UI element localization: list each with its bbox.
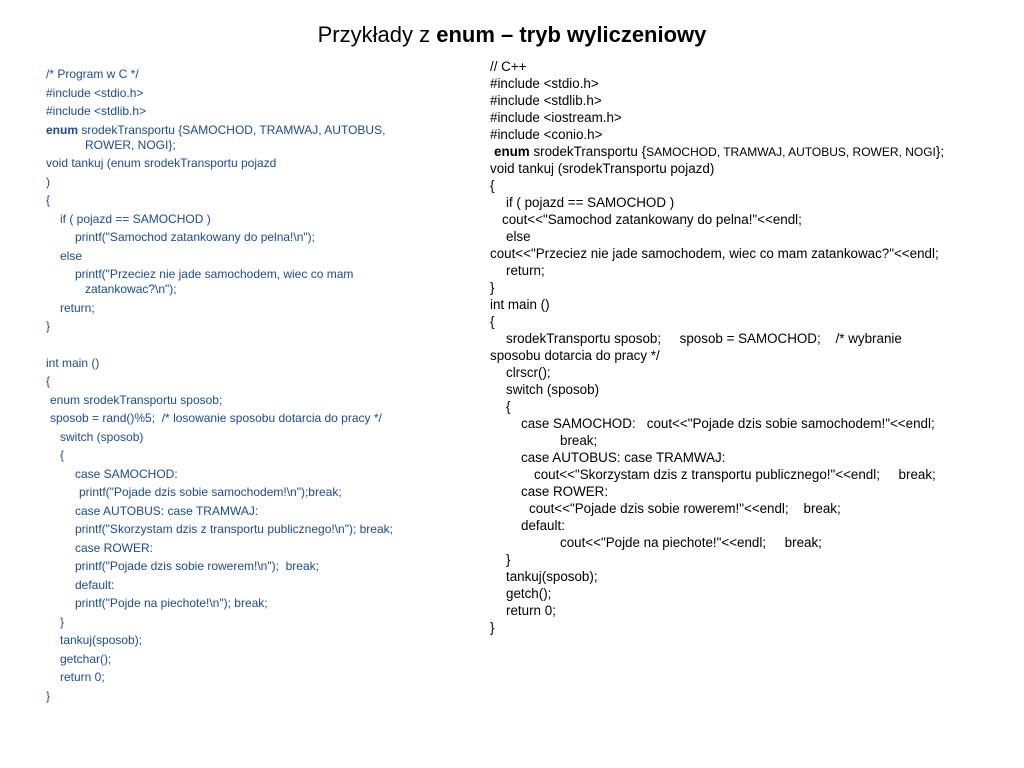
code-line: zatankowac?\n"); [85,282,177,296]
code-text: srodekTransportu { [529,144,647,159]
code-text: SAMOCHOD, TRAMWAJ, AUTOBUS, ROWER, NOGI [646,145,936,159]
code-line: } [60,615,65,629]
code-line: sposob = rand()%5; /* losowanie sposobu dotarcia do pracy */ [50,411,382,425]
code-line: #include <stdlib.h> [46,104,147,118]
code-line: int main () [490,297,550,312]
code-text: srodekTransportu {SAMOCHOD, TRAMWAJ, AUTOBUS, [78,123,386,137]
code-line: #include <stdio.h> [46,86,144,100]
code-line: sposobu dotarcia do pracy */ [490,348,660,363]
code-line: cout<<"Pojade dzis sobie rowerem!"<<endl; break; [529,501,841,516]
code-line: if ( pojazd == SAMOCHOD ) [60,212,211,226]
code-line: /* Program w C */ [46,67,139,81]
code-line: } [490,620,495,635]
code-text: }; [935,144,945,159]
code-line: case ROWER: [75,541,154,555]
enum-keyword: enum [494,144,530,159]
code-line: printf("Pojde na piechote!\n"); break; [75,596,268,610]
code-line: cout<<"Przeciez nie jade samochodem, wiec co mam zatankowac?"<<endl; [490,246,939,261]
code-line: { [46,193,51,207]
code-line: return 0; [60,670,105,684]
code-line: if ( pojazd == SAMOCHOD ) [506,195,675,210]
code-line: printf("Przeciez nie jade samochodem, wiec co mam [75,267,354,281]
code-line: clrscr(); [506,365,551,380]
code-line: tankuj(sposob); [60,633,143,647]
code-line: #include <iostream.h> [490,110,622,125]
code-line: getch(); [506,586,552,601]
code-line: case SAMOCHOD: [75,467,178,481]
enum-keyword: enum [46,123,79,137]
slide-title-normal: Przykłady z [317,22,437,47]
code-line: case AUTOBUS: case TRAMWAJ: [75,504,259,518]
code-line: void tankuj (enum srodekTransportu pojazd [46,156,277,170]
code-line: printf("Samochod zatankowany do pelna!\n"); [75,230,315,244]
code-line: tankuj(sposob); [506,569,598,584]
code-line: { [506,399,511,414]
code-line: printf("Pojade dzis sobie rowerem!\n"); break; [75,559,319,573]
code-line: } [46,319,51,333]
code-line: default: [521,518,565,533]
code-line: cout<<"Skorzystam dzis z transportu publicznego!"<<endl; break; [534,467,936,482]
code-line: printf("Skorzystam dzis z transportu publicznego!\n"); break; [75,522,393,536]
code-line: { [60,448,65,462]
code-line: } [46,689,51,703]
code-line: getchar(); [60,652,112,666]
code-line: else [506,229,531,244]
code-line: srodekTransportu sposob; sposob = SAMOCHOD; /* wybranie [506,331,902,346]
code-line: else [60,249,83,263]
code-line: switch (sposob) [60,430,144,444]
code-line: cout<<"Samochod zatankowany do pelna!"<<endl; [502,212,802,227]
code-line: printf("Pojade dzis sobie samochodem!\n");break; [79,485,342,499]
code-line: } [490,280,495,295]
code-line: case ROWER: [521,484,609,499]
code-line: { [46,374,51,388]
code-line: case AUTOBUS: case TRAMWAJ: [521,450,726,465]
code-line: { [490,314,495,329]
code-line: } [506,552,511,567]
code-line: cout<<"Pojde na piechote!"<<endl; break; [560,535,822,550]
code-line: int main () [46,356,100,370]
code-line: case SAMOCHOD: cout<<"Pojade dzis sobie samochodem!"<<endl; [521,416,935,431]
code-line: break; [560,433,598,448]
code-line: #include <conio.h> [490,127,603,142]
code-line: ) [46,175,50,189]
code-line: // C++ [490,59,527,74]
code-line: return; [60,301,95,315]
code-line: void tankuj (srodekTransportu pojazd) [490,161,715,176]
slide-title-bold: enum – tryb wyliczeniowy [436,22,707,47]
code-line: switch (sposob) [506,382,600,397]
code-line: return; [506,263,545,278]
code-line [494,144,944,160]
code-line: ROWER, NOGI}; [85,138,176,152]
code-line: default: [75,578,115,592]
code-line: #include <stdio.h> [490,76,599,91]
code-line: { [490,178,495,193]
code-line [46,123,385,137]
code-line: enum srodekTransportu sposob; [50,393,223,407]
slide-title [0,22,1024,48]
code-line: return 0; [506,603,556,618]
code-line: #include <stdlib.h> [490,93,602,108]
